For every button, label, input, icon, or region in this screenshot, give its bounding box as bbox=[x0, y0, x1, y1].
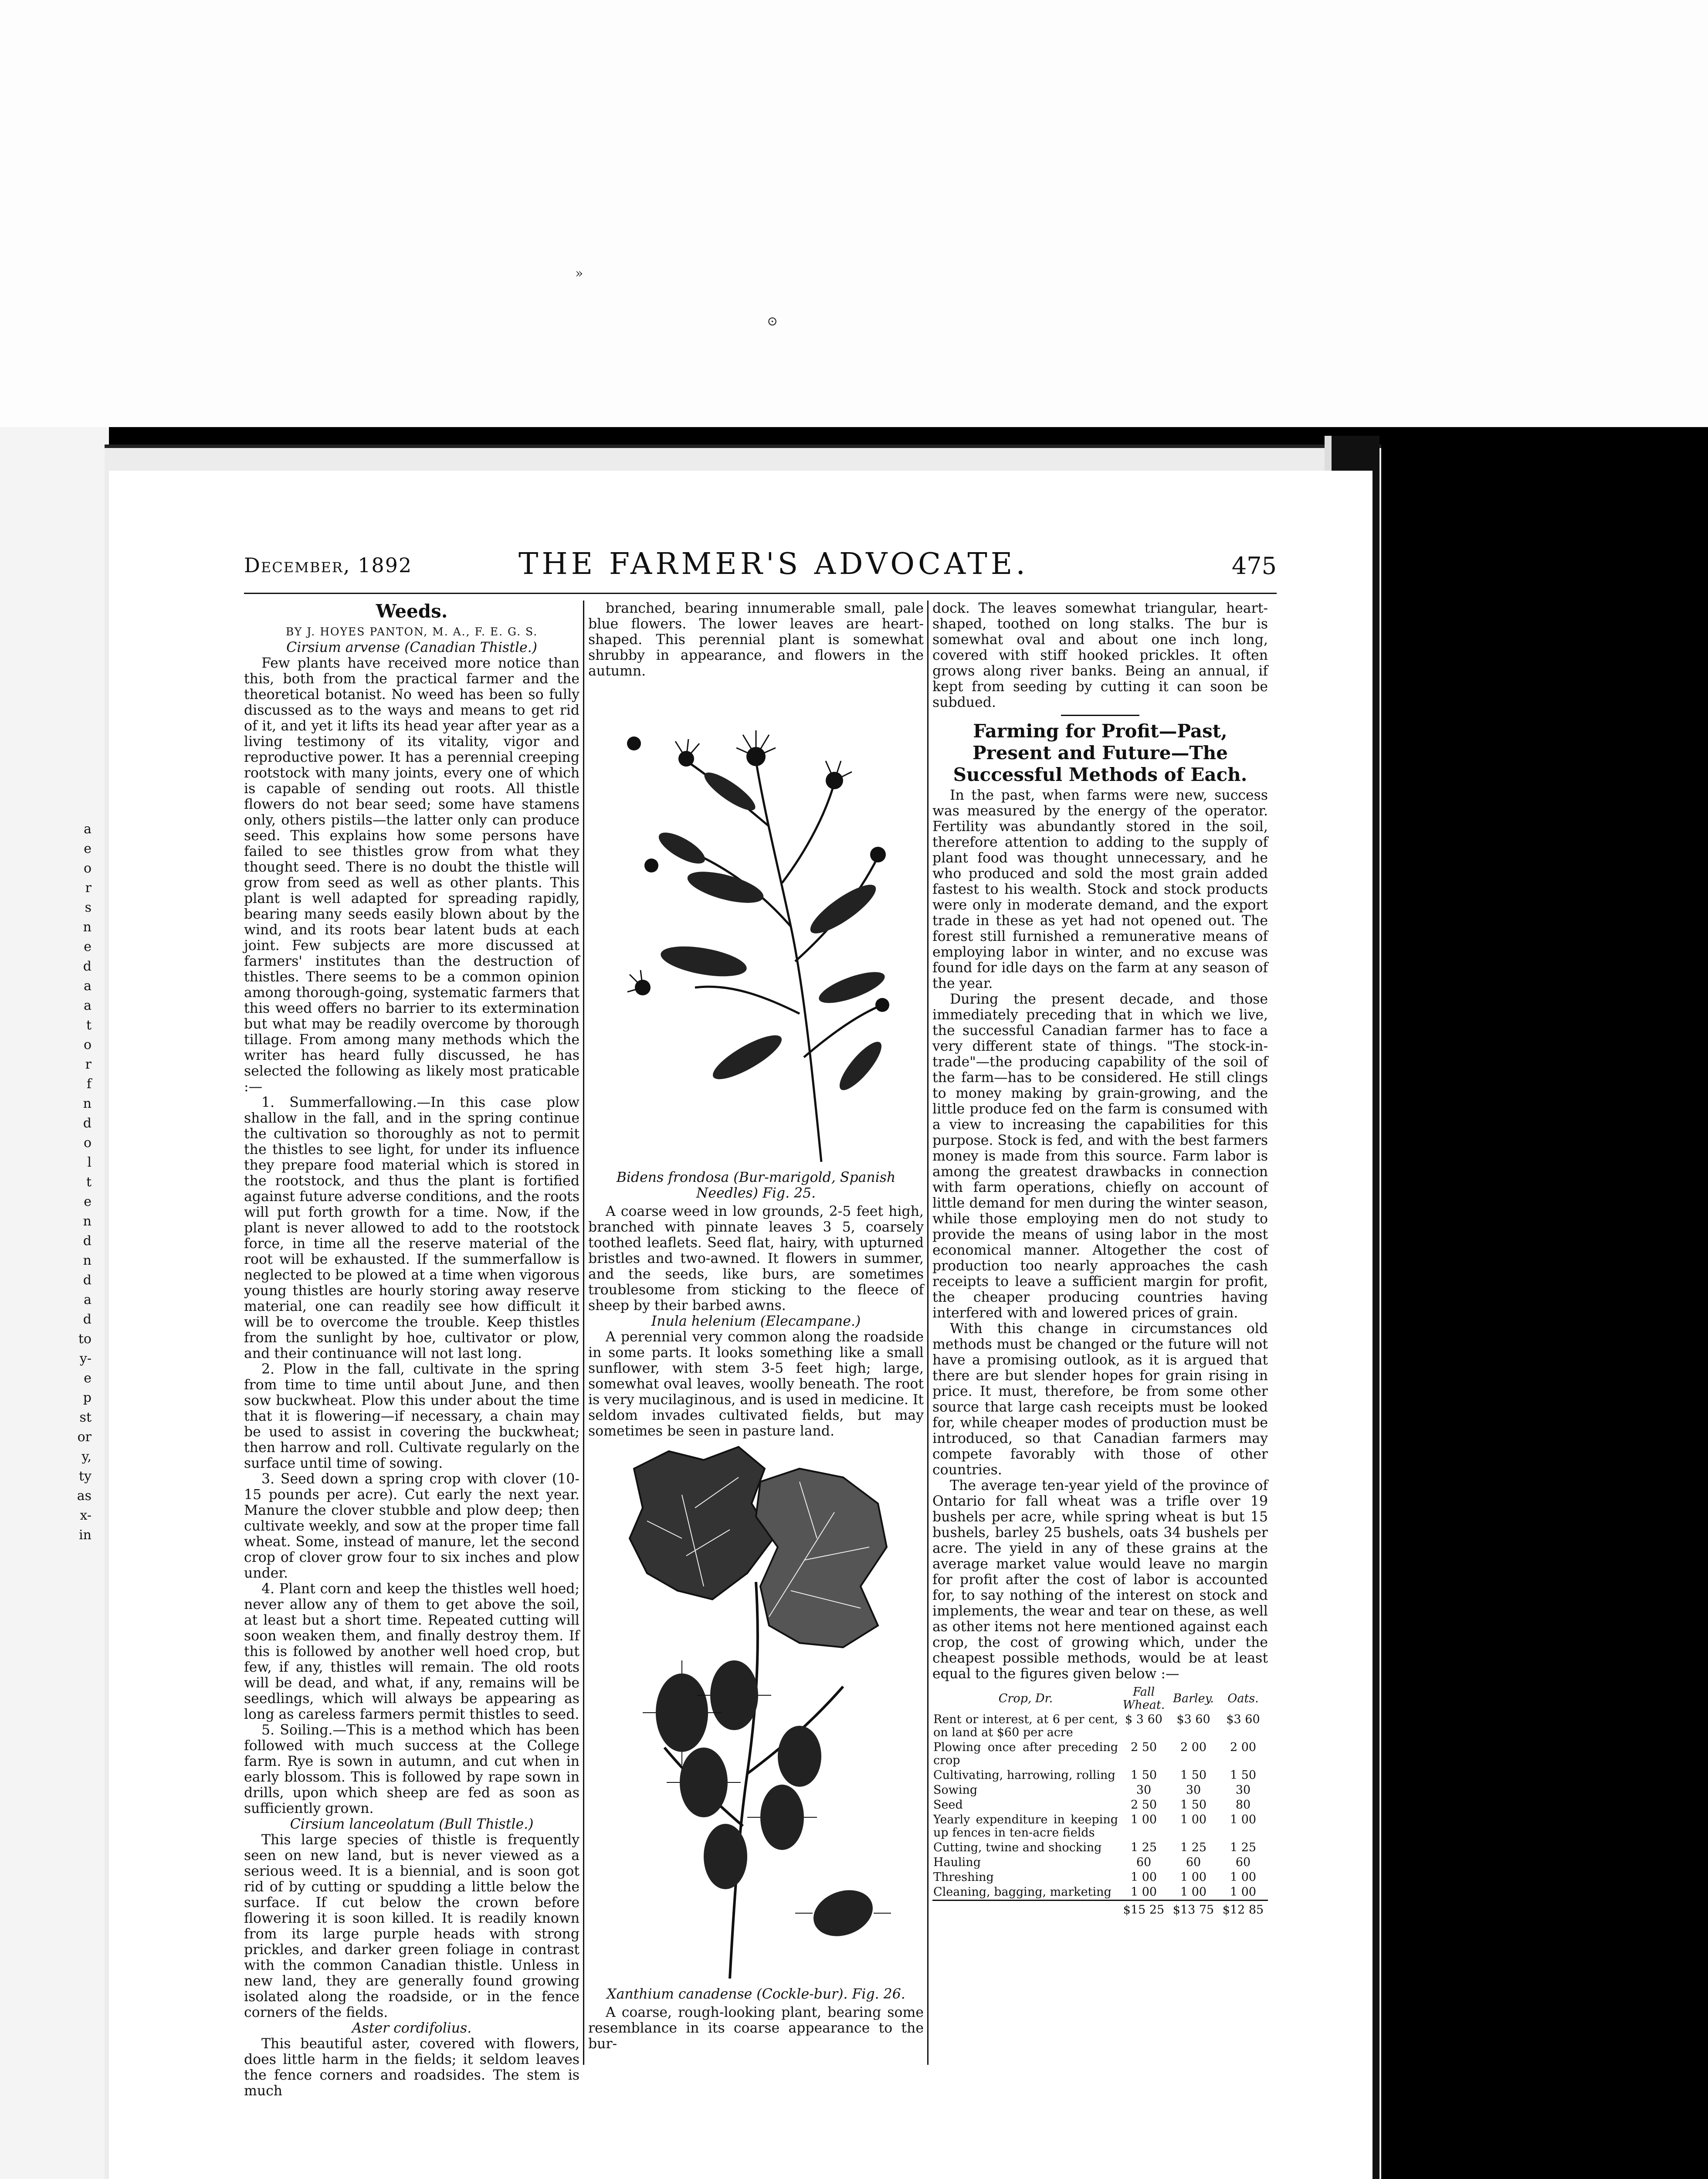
strip-fragment: y- bbox=[79, 1351, 92, 1366]
paragraph: With this change in circumstances old methods must be changed or the future will not have a promising outlook, as it is argued that there are but slender hopes for grain rising in price. It must, therefore, be from some other source that large cash receipts must be looked for, while cheaper modes of production must be introduced, so that Canadian farmers may compete favorably with those of other countries. bbox=[932, 1321, 1268, 1478]
paragraph: A coarse weed in low grounds, 2-5 feet high, branched with pinnate leaves 3 5, coarsely toothed leaflets. Seed flat, hairy, with upturned bristles and two-awned. It flowers in summer, and the seeds, like burs, are sometimes troublesome from sticking to the fleece of sheep by their barbed awns. bbox=[588, 1204, 924, 1314]
row-label: Yearly expenditure in keeping up fences in ten-acre fields bbox=[933, 1813, 1118, 1840]
cell-wheat: 2 50 bbox=[1130, 1741, 1157, 1754]
page-header bbox=[135, 547, 1277, 586]
table-total-row bbox=[932, 1901, 1268, 1918]
cell-wheat: 1 00 bbox=[1130, 1870, 1157, 1884]
strip-fragment: d bbox=[83, 1233, 92, 1249]
strip-fragment: l bbox=[87, 1155, 92, 1170]
paragraph: Few plants have received more notice than this, both from the practical farmer and the theoretical botanist. No weed has been so fully discussed as to the ways and means to get rid of it, and yet it lifts its head year after year as a living testimony of its vitality, vigor and reproductive power. It has a perennial creeping rootstock with many joints, every one of which is capable of sending out roots. All thistle flowers do not bear seed; some have stamens only, others pistils—the latter only can produce seed. This explains how some persons have failed to see thistles grow from what they thought seed. There is no doubt the thistle will grow from seed as well as other plants. This plant is well adapted for spreading rapidly, bearing many seeds easily blown about by the wind, and its roots bear latent buds at each joint. Few subjects are more discussed at farmers' institutes than the destruction of thistles. There seems to be a common opinion among thorough-going, systematic farmers that this weed offers no barrier to its extermination but what may be readily overcome by thorough tillage. From among many methods which the writer has heard fully discussed, he has selected the following as likely most praticable :— bbox=[244, 655, 580, 1095]
table-row bbox=[932, 1812, 1268, 1840]
strip-fragment: as bbox=[77, 1488, 92, 1504]
cell-wheat: 1 00 bbox=[1130, 1885, 1157, 1899]
strip-fragment: n bbox=[83, 1214, 92, 1229]
table-header: Crop, Dr. bbox=[998, 1692, 1053, 1705]
strip-fragment: e bbox=[84, 841, 92, 856]
row-label: Plowing once after preceding crop bbox=[933, 1741, 1118, 1767]
row-label: Hauling bbox=[933, 1856, 981, 1869]
strip-fragment: to bbox=[78, 1331, 92, 1347]
table-row bbox=[932, 1840, 1268, 1855]
strip-fragment: n bbox=[83, 1253, 92, 1268]
paragraph: The average ten-year yield of the province of Ontario for fall wheat was a trifle over 19 bushels per acre, while spring wheat is but 15 bushels, barley 25 bushels, oats 34 bushels per acre. The yield in any of these grains at the average market value would leave no margin for profit after the cost of labor is accounted for, to say nothing of the interest on stock and implements, the wear and tear on these, as well as other items not here mentioned against each crop, the cost of growing which, under the cheapest possible methods, would be at least equal to the figures given below :— bbox=[932, 1478, 1268, 1682]
paragraph: A coarse, rough-looking plant, bearing some resemblance in its coarse appearance to the bur- bbox=[588, 2005, 924, 2052]
table-header: Barley. bbox=[1173, 1692, 1214, 1705]
cell-wheat: 2 50 bbox=[1130, 1798, 1157, 1812]
cell-barley: 30 bbox=[1186, 1783, 1201, 1797]
cell-oats: 1 00 bbox=[1230, 1885, 1257, 1899]
page-number: 475 bbox=[1231, 552, 1277, 580]
total-oats: $12 85 bbox=[1218, 1901, 1268, 1918]
article-heading: Weeds. bbox=[376, 601, 448, 622]
cell-barley: 1 25 bbox=[1180, 1841, 1207, 1854]
strip-fragment: o bbox=[83, 1135, 92, 1151]
paragraph: During the present decade, and those immediately preceding that in which we live, the successful Canadian farmer has to face a very different state of things. "The stock-in-trade"—the producing capability of the soil of the farm—has to be considered. He still clings to money making by grain-growing, and the little produce fed on the farm is consumed with a view to increasing the capabilities for this purpose. Stock is fed, and with the best farmers money is made from this source. Farm labor is among the greatest drawbacks in connection with farm operations, chiefly on account of little demand for men during the winter season, while those employing men do not study to provide the means of using labor in the most economical manner. Altogether the cost of production too nearly approaches the cash receipts to leave a sufficient margin for profit, the cheaper producing countries having interfered with and lowered prices of grain. bbox=[932, 991, 1268, 1321]
strip-fragment: e bbox=[84, 1194, 92, 1209]
strip-fragment: e bbox=[84, 939, 92, 954]
cell-oats: 80 bbox=[1235, 1798, 1251, 1812]
subheading: Inula helenium (Elecampane.) bbox=[651, 1314, 861, 1329]
subheading: Aster cordifolius. bbox=[352, 2020, 472, 2036]
table-row bbox=[932, 1798, 1268, 1812]
column-1 bbox=[244, 601, 580, 2099]
cell-wheat: 30 bbox=[1136, 1783, 1152, 1797]
cell-oats: 1 00 bbox=[1230, 1813, 1257, 1826]
strip-fragment: a bbox=[84, 978, 92, 994]
cell-oats: 1 50 bbox=[1230, 1768, 1257, 1782]
cell-wheat: 1 50 bbox=[1130, 1768, 1157, 1782]
table-header: Oats. bbox=[1227, 1692, 1259, 1705]
cell-oats: $3 60 bbox=[1226, 1713, 1260, 1726]
cell-wheat: 1 25 bbox=[1130, 1841, 1157, 1854]
strip-fragment: s bbox=[85, 900, 92, 915]
total-barley: $13 75 bbox=[1169, 1901, 1218, 1918]
scan-speck: ⊙ bbox=[767, 314, 778, 329]
crop-cost-table bbox=[932, 1685, 1268, 1918]
strip-fragment: r bbox=[85, 1057, 92, 1072]
section-rule bbox=[1061, 715, 1139, 716]
table-row bbox=[932, 1740, 1268, 1768]
strip-fragment: n bbox=[83, 1096, 92, 1111]
row-label: Rent or interest, at 6 per cent, on land at $60 per acre bbox=[933, 1713, 1118, 1739]
strip-fragment: d bbox=[83, 1116, 92, 1131]
figure-caption: Xanthium canadense (Cockle-bur). Fig. 26. bbox=[607, 1986, 905, 2002]
article-heading: Farming for Profit—Past, Present and Future—The Successful Methods of Each. bbox=[953, 720, 1247, 785]
strip-fragment: y, bbox=[81, 1449, 92, 1464]
header-title: THE FARMER'S ADVOCATE. bbox=[518, 547, 1029, 581]
column-2 bbox=[588, 601, 924, 2052]
paragraph: In the past, when farms were new, success was measured by the energy of the operator. Fertility was abundantly stored in the soil, therefore attention to adding to the supply of plant food was thought unnecessary, and he who produced and sold the most grain added fastest to his wealth. Stock and stock products were only in moderate demand, and the export trade in these as yet had not opened out. The forest still furnished a remunerative means of employing labor in winter, and no excuse was found for idle days on the farm at any season of the year. bbox=[932, 787, 1268, 991]
cockle-bur-illustration bbox=[617, 1442, 895, 1983]
subheading: Cirsium arvense (Canadian Thistle.) bbox=[286, 640, 537, 655]
strip-fragment: p bbox=[83, 1390, 92, 1405]
paragraph: 5. Soiling.—This is a method which has been followed with much success at the College farm. Rye is sown in autumn, and cut when in early blossom. This is followed by rape sown in drills, upon which sheep are fed as soon as sufficiently grown. bbox=[244, 1722, 580, 1816]
cell-barley: 2 00 bbox=[1180, 1741, 1207, 1754]
cell-wheat: 60 bbox=[1136, 1856, 1152, 1869]
strip-fragment: in bbox=[79, 1527, 92, 1543]
strip-fragment: d bbox=[83, 959, 92, 974]
strip-fragment: r bbox=[85, 880, 92, 896]
strip-fragment: o bbox=[83, 1037, 92, 1052]
cell-barley: $3 60 bbox=[1176, 1713, 1210, 1726]
column-rule bbox=[583, 601, 584, 2065]
strip-fragment: e bbox=[84, 1371, 92, 1386]
cell-oats: 2 00 bbox=[1230, 1741, 1257, 1754]
paragraph: dock. The leaves somewhat triangular, heart-shaped, toothed on long stalks. The bur is somewhat oval and about one inch long, covered with stiff hooked prickles. It often grows along river banks. Being an annual, if kept from seeding by cutting it can soon be subdued. bbox=[932, 601, 1268, 710]
strip-fragment: t bbox=[86, 1174, 92, 1190]
total-wheat: $15 25 bbox=[1119, 1901, 1169, 1918]
cell-oats: 30 bbox=[1235, 1783, 1251, 1797]
cell-barley: 1 50 bbox=[1180, 1798, 1207, 1812]
column-rule bbox=[927, 601, 929, 2065]
strip-fragment: st bbox=[79, 1410, 92, 1425]
cell-barley: 1 50 bbox=[1180, 1768, 1207, 1782]
row-label: Cutting, twine and shocking bbox=[933, 1841, 1102, 1854]
strip-fragment: or bbox=[77, 1429, 92, 1445]
paragraph: A perennial very common along the roadside in some parts. It looks something like a small sunflower, with stem 3-5 feet high; large, somewhat oval leaves, woolly beneath. The root is very mucilaginous, and is used in medicine. It seldom invades cultivated fields, but may sometimes be seen in pasture land. bbox=[588, 1329, 924, 1439]
strip-fragment: d bbox=[83, 1273, 92, 1288]
bur-marigold-illustration bbox=[617, 682, 895, 1166]
paragraph: branched, bearing innumerable small, pale blue flowers. The lower leaves are heart-shaped. This perennial plant is somewhat shrubby in appearance, and flowers in the autumn. bbox=[588, 601, 924, 679]
cell-barley: 1 00 bbox=[1180, 1885, 1207, 1899]
cell-barley: 1 00 bbox=[1180, 1813, 1207, 1826]
cell-barley: 1 00 bbox=[1180, 1870, 1207, 1884]
paragraph: 2. Plow in the fall, cultivate in the spring from time to time until about June, and then sow buckwheat. Plow this under about the time that it is flowering—if necessary, a chain may be used to assist in covering the buckwheat; then harrow and roll. Cultivate regularly on the surface until time of sowing. bbox=[244, 1361, 580, 1471]
paragraph: This beautiful aster, covered with flowers, does little harm in the fields; it seldom leaves the fence corners and roadsides. The stem is much bbox=[244, 2036, 580, 2099]
table-header: Fall Wheat. bbox=[1122, 1685, 1165, 1712]
byline: BY J. HOYES PANTON, M. A., F. E. G. S. bbox=[285, 625, 538, 638]
row-label: Sowing bbox=[933, 1783, 978, 1797]
strip-fragment: n bbox=[83, 920, 92, 935]
strip-fragment: a bbox=[84, 1292, 92, 1307]
table-row bbox=[932, 1712, 1268, 1740]
cell-wheat: $ 3 60 bbox=[1125, 1713, 1162, 1726]
row-label: Cleaning, bagging, marketing bbox=[933, 1885, 1112, 1899]
strip-fragment: x- bbox=[80, 1508, 92, 1523]
row-label: Cultivating, harrowing, rolling bbox=[933, 1768, 1115, 1782]
table-row bbox=[932, 1783, 1268, 1798]
table-row bbox=[932, 1885, 1268, 1901]
cell-oats: 60 bbox=[1235, 1856, 1251, 1869]
cell-barley: 60 bbox=[1186, 1856, 1201, 1869]
cell-wheat: 1 00 bbox=[1130, 1813, 1157, 1826]
strip-fragment: o bbox=[83, 861, 92, 876]
strip-fragment: a bbox=[84, 821, 92, 837]
header-rule bbox=[244, 593, 1277, 594]
adjacent-page-fragment bbox=[0, 819, 105, 2083]
cell-oats: 1 00 bbox=[1230, 1870, 1257, 1884]
paragraph: This large species of thistle is frequently seen on new land, but is never viewed as a serious weed. It is a biennial, and is soon got rid of by cutting or spudding a little below the surface. If cut below the crown before flowering it is soon killed. It is readily known from its large purple heads with strong prickles, and darker green foliage in contrast with the common Canadian thistle. Unless in new land, they are generally found growing isolated along the roadside, or in the fence corners of the fields. bbox=[244, 1832, 580, 2020]
scan-speck: » bbox=[575, 266, 583, 281]
paragraph: 3. Seed down a spring crop with clover (10-15 pounds per acre). Cut early the next year. Manure the clover stubble and plow deep; then cultivate weekly, and sow at the proper time fall wheat. Some, instead of manure, let the second crop of clover grow four to six inches and plow under. bbox=[244, 1471, 580, 1581]
paragraph: 1. Summerfallowing.—In this case plow shallow in the fall, and in the spring continue the cultivation so thoroughly as not to permit the thistles to see light, for under its influence they prepare food material which is stored in the rootstock, and thus the plant is fortified against future adverse conditions, and the roots will put forth growth for a time. Now, if the plant is never allowed to add to the rootstock force, in time all the reserve material of the root will be exhausted. If the summerfallow is neglected to be plowed at a time when vigorous young thistles are hourly storing away reserve material, one can readily see how difficult it will be to overcome the trouble. Keep thistles from the sunlight by hoe, cultivator or plow, and their continuance will not last long. bbox=[244, 1095, 580, 1361]
paragraph: 4. Plant corn and keep the thistles well hoed; never allow any of them to get above the soil, at least but a short time. Repeated cutting will soon weaken them, and finally destroy them. If this is followed by another well hoed crop, but few, if any, thistles will remain. The old roots will be dead, and what, if any, remains will be seedlings, which will always be appearing as long as careless farmers permit thistles to seed. bbox=[244, 1581, 580, 1722]
table-row bbox=[932, 1870, 1268, 1885]
strip-fragment: a bbox=[84, 998, 92, 1013]
strip-fragment: d bbox=[83, 1312, 92, 1327]
figure-caption: Bidens frondosa (Bur-marigold, Spanish Needles) Fig. 25. bbox=[616, 1170, 896, 1201]
header-date: December, 1892 bbox=[244, 553, 413, 577]
column-3 bbox=[932, 601, 1268, 1918]
strip-fragment: t bbox=[86, 1018, 92, 1033]
subheading: Cirsium lanceolatum (Bull Thistle.) bbox=[290, 1816, 534, 1832]
table-row bbox=[932, 1768, 1268, 1783]
strip-fragment: f bbox=[86, 1076, 92, 1092]
table-row bbox=[932, 1855, 1268, 1870]
cell-oats: 1 25 bbox=[1230, 1841, 1257, 1854]
strip-fragment: ty bbox=[78, 1469, 92, 1484]
row-label: Seed bbox=[933, 1798, 963, 1812]
row-label: Threshing bbox=[933, 1870, 994, 1884]
background-top bbox=[0, 0, 1708, 427]
